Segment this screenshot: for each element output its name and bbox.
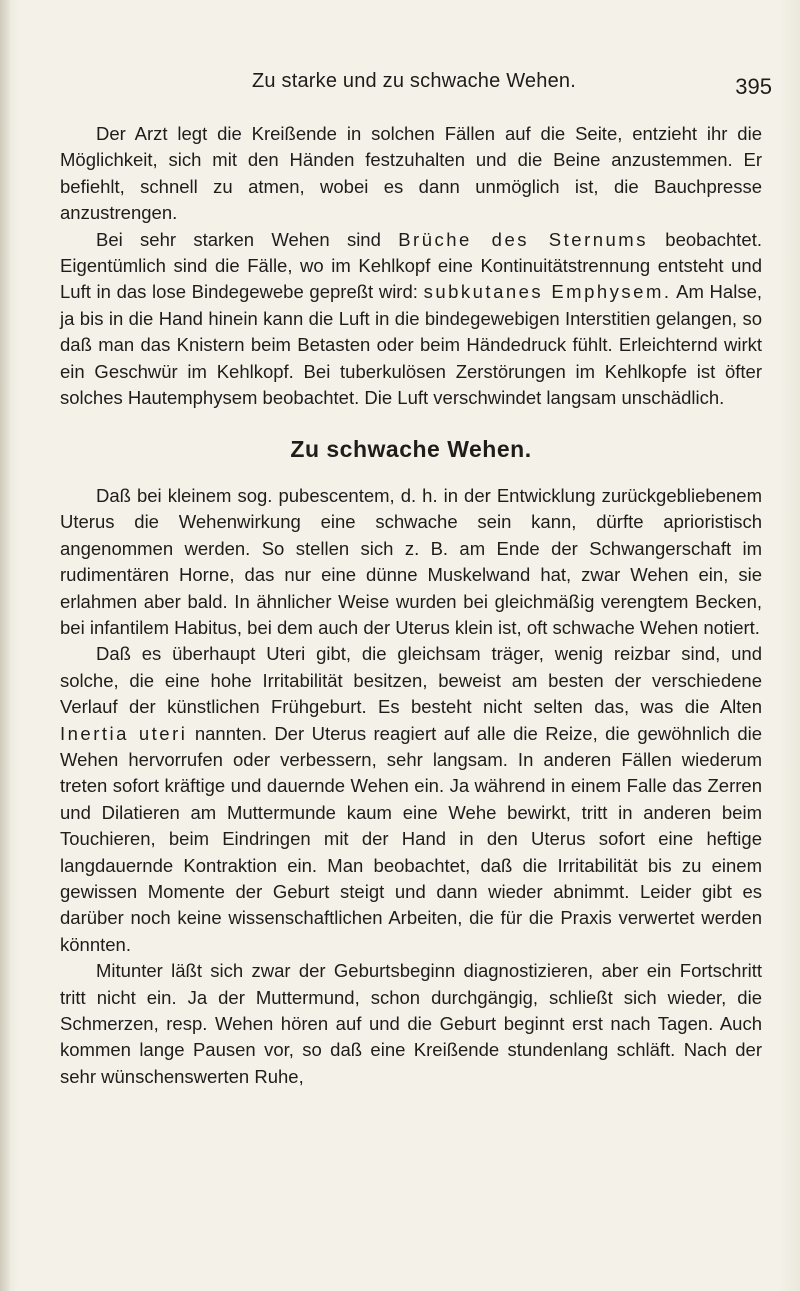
page-header bbox=[56, 70, 772, 104]
body-text bbox=[60, 121, 762, 1090]
section-heading: Zu schwache Wehen. bbox=[290, 436, 532, 463]
paragraph-text: Der Arzt legt die Kreißende in solchen Fällen auf die Seite, entzieht ihr die Möglichkeit, sich mit den Händen festzuhalten und die Beine anzustemmen. Er befiehlt, schnell zu atmen, wobei es dann unmöglich ist, die Bauchpresse anzustrengen. bbox=[60, 123, 762, 224]
emphasized-term: Brüche des Sternums bbox=[398, 228, 648, 250]
paragraph bbox=[60, 641, 762, 958]
running-title: Zu starke und zu schwache Wehen. bbox=[252, 70, 576, 92]
paragraph bbox=[60, 121, 762, 227]
paragraph-text: nannten. Der Uterus reagiert auf alle die Reize, die gewöhnlich die Wehen hervorrufen oder verbessern, sehr langsam. In anderen Fällen wiederum treten sofort kräftige und dauernde Wehen ein. Ja während in einem Falle das Zerren und Dilatieren am Muttermunde kaum eine Wehe bewirkt, tritt in anderen beim Touchieren, beim Eindringen mit der Hand in den Uterus sofort eine heftige langdauernde Kontraktion ein. Man beobachtet, daß die Irritabilität bis zu einem gewissen Momente der Geburt steigt und dann wieder abnimmt. Leider gibt es darüber noch keine wissenschaftlichen Arbeiten, die für die Praxis verwertet werden könnten. bbox=[60, 722, 763, 955]
emphasized-term: Inertia uteri bbox=[60, 722, 188, 744]
paragraph-text: Daß es überhaupt Uteri gibt, die gleichsam träger, wenig reizbar sind, und solche, die eine hohe Irritabilität besitzen, beweist am besten der verschiedene Verlauf der künstlichen Frühgeburt. Es besteht nicht selten das, was die Alten bbox=[60, 643, 762, 718]
paragraph-text: Am Halse, ja bis in die Hand hinein kann die Luft in die bindegewebigen Interstitien gelangen, so daß man das Knistern beim Betasten oder beim Händedruck fühlt. Erleichternd wirkt ein Geschwür im Kehlkopf. Bei tuberkulösen Zerstörungen im Kehlkopfe ist öfter solches Hautemphysem beobachtet. Die Luft verschwindet langsam unschädlich. bbox=[60, 281, 762, 409]
emphasized-term: subkutanes Emphysem. bbox=[423, 281, 672, 303]
paragraph-text: Daß bei kleinem sog. pubescentem, d. h. in der Entwicklung zurückgebliebenem Uterus die Wehenwirkung eine schwache sein kann, dürfte aprioristisch angenommen werden. So stellen sich z. B. am Ende der Schwangerschaft im rudimentären Horne, das nur eine dünne Muskelwand hat, zwar Wehen ein, sie erlahmen aber bald. In ähnlicher Weise wurden bei gleichmäßig verengtem Becken, bei infantilem Habitus, bei dem auch der Uterus klein ist, oft schwache Wehen notiert. bbox=[60, 484, 762, 638]
paragraph-text: Bei sehr starken Wehen sind bbox=[96, 228, 381, 250]
paragraph-text: beobachtet. Eigentümlich sind die Fälle, wo im Kehlkopf eine Kontinuitätstrennung entsteht und Luft in das lose Bindegewebe gepreßt wird: bbox=[60, 228, 762, 303]
paragraph bbox=[60, 227, 762, 412]
page-number: 395 bbox=[735, 74, 772, 99]
page-binding-edge bbox=[0, 0, 10, 1291]
paragraph-text: Mitunter läßt sich zwar der Geburtsbeginn diagnostizieren, aber ein Fortschritt tritt nicht ein. Ja der Muttermund, schon durchgängig, schließt sich wieder, die Schmerzen, resp. Wehen hören auf und die Geburt beginnt erst nach Tagen. Auch kommen lange Pausen vor, so daß eine Kreißende stundenlang schläft. Nach der sehr wünschenswerten Ruhe, bbox=[60, 960, 762, 1087]
paragraph bbox=[60, 958, 762, 1090]
paragraph bbox=[60, 483, 762, 641]
